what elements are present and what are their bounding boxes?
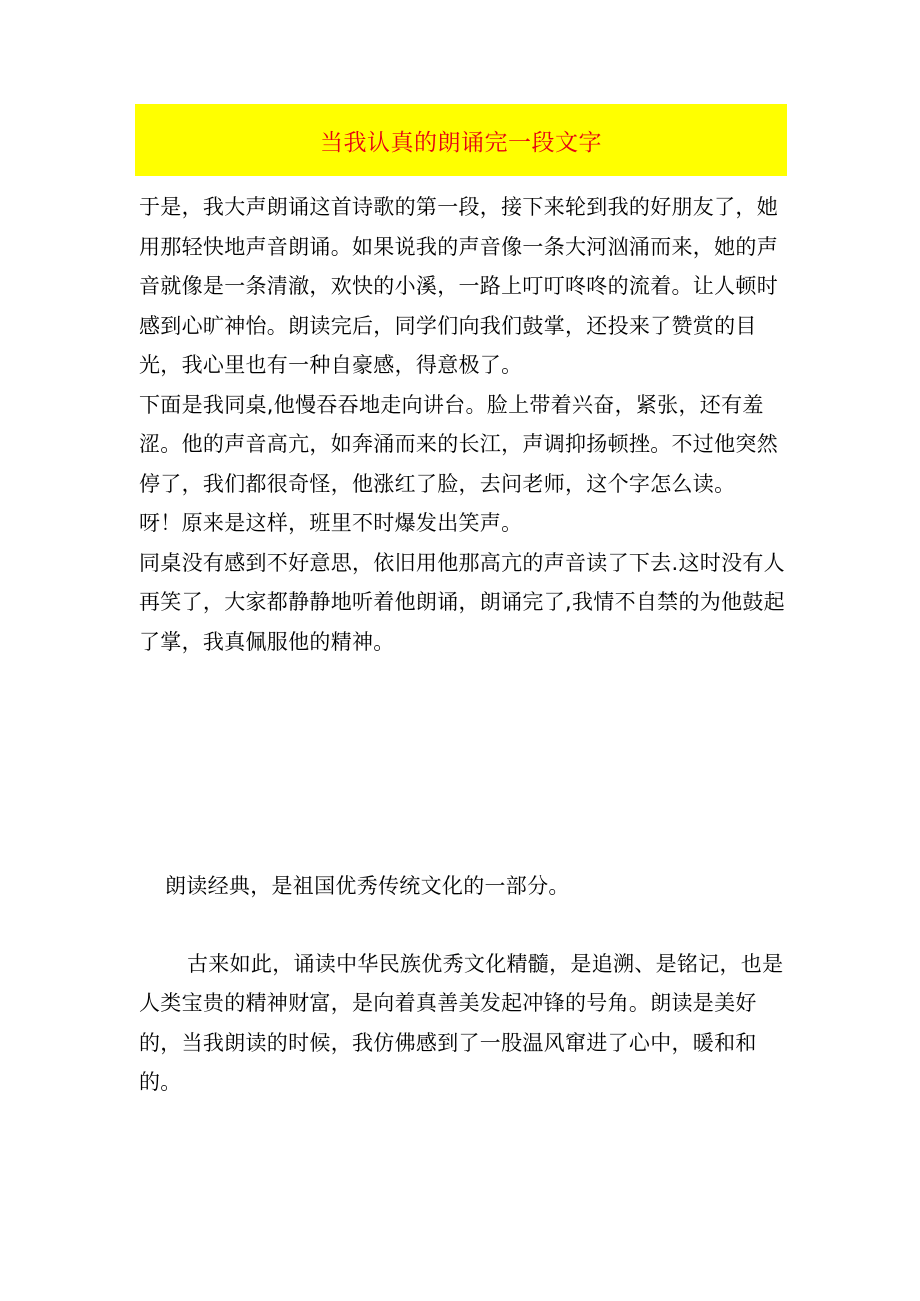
closing-section — [139, 867, 799, 1103]
paragraph-laughter: 呀！原来是这样，班里不时爆发出笑声。 — [139, 511, 523, 535]
paragraph-classics: 朗读经典，是祖国优秀传统文化的一部分。 — [165, 874, 570, 898]
paragraph-deskmate-continues: 同桌没有感到不好意思，依旧用他那高亢的声音读了下去.这时没有人再笑了，大家都静静地听着他朗诵，朗诵完了,我情不自禁的为他鼓起了掌，我真佩服他的精神。 — [139, 550, 785, 654]
paragraph-tradition: 古来如此，诵读中华民族优秀文化精髓，是追溯、是铭记，也是人类宝贵的精神财富，是向着真善美发起冲锋的号角。朗读是美好的，当我朗读的时候，我仿佛感到了一股温风窜进了心中，暖和和的。 — [139, 951, 784, 1094]
page-title: 当我认真的朗诵完一段文字 — [320, 129, 602, 156]
title-banner — [135, 104, 787, 176]
paragraph-reading-first: 于是，我大声朗诵这首诗歌的第一段，接下来轮到我的好朋友了，她用那轻快地声音朗诵。如果说我的声音像一条大河汹涌而来，她的声音就像是一条清澈，欢快的小溪，一路上叮叮咚咚的流着。让人顿时感到心旷神怡。朗读完后，同学们向我们鼓掌，还投来了赞赏的目光，我心里也有一种自豪感，得意极了。 — [139, 195, 778, 377]
paragraph-deskmate-reads: 下面是我同桌,他慢吞吞地走向讲台。脸上带着兴奋，紧张，还有羞涩。他的声音高亢，如奔涌而来的长江，声调抑扬顿挫。不过他突然停了，我们都很奇怪，他涨红了脸，去问老师，这个字怎么读。 — [139, 392, 778, 496]
story-section — [139, 188, 799, 662]
